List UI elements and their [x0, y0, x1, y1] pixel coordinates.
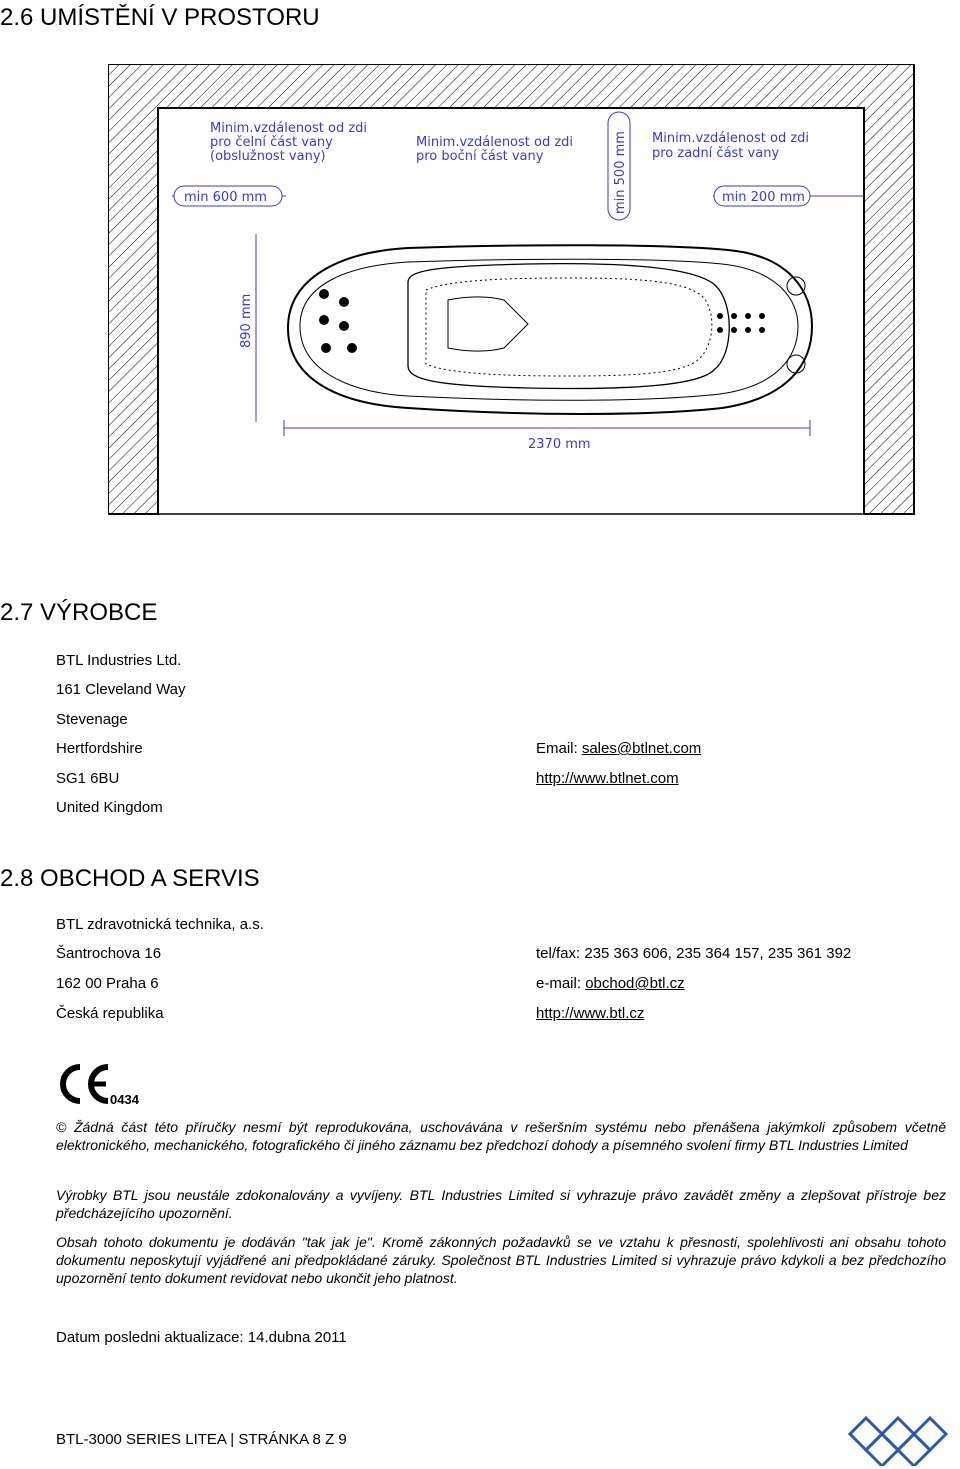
service-company: BTL zdravotnická technika, a.s. — [56, 916, 264, 933]
manufacturer-address-line: SG1 6BU — [56, 770, 120, 787]
service-email-link[interactable]: obchod@btl.cz — [585, 975, 685, 992]
section-heading-service: 2.8 OBCHOD A SERVIS — [0, 865, 260, 892]
label-front-1: Minim.vzdálenost od zdi — [210, 121, 368, 136]
label-min-front: min 600 mm — [184, 190, 267, 205]
label-rear-2: pro zadní část vany — [652, 146, 780, 161]
manufacturer-web-link[interactable]: http://www.btlnet.com — [536, 770, 679, 787]
manufacturer-email-label: Email: — [536, 740, 582, 757]
label-front-2: pro čelní část vany — [210, 135, 333, 150]
bathtub-plan — [288, 245, 812, 414]
label-width: 890 mm — [239, 293, 254, 348]
manufacturer-address-line: United Kingdom — [56, 799, 163, 816]
section-heading-manufacturer: 2.7 VÝROBCE — [0, 599, 158, 626]
service-address-line: Česká republika — [56, 1005, 164, 1022]
ce-mark-icon — [58, 1064, 114, 1104]
manufacturer-email-row — [536, 740, 701, 757]
service-web-link[interactable]: http://www.btl.cz — [536, 1005, 645, 1022]
manufacturer-address-line: BTL Industries Ltd. — [56, 652, 182, 669]
service-address-line: Šantrochova 16 — [56, 945, 162, 962]
improvements-notice: Výrobky BTL jsou neustále zdokonalovány a vyvíjeny. BTL Industries Limited si vyhrazuje právo zavádět změny a zlepšovat přístroje bez předcházejícího upozornění. — [56, 1187, 946, 1221]
label-front-3: (obslužnost vany) — [210, 149, 326, 164]
ce-number: 0434 — [110, 1092, 139, 1107]
last-updated: Datum posledni aktualizace: 14.dubna 2011 — [56, 1329, 347, 1346]
ce-mark — [58, 1064, 114, 1109]
manufacturer-address-line: Stevenage — [56, 711, 128, 728]
service-email-row — [536, 975, 685, 992]
service-telfax: tel/fax: 235 363 606, 235 364 157, 235 361 392 — [536, 945, 852, 962]
btl-logo — [848, 1416, 948, 1466]
disclaimer-notice: Obsah tohoto dokumentu je dodáván "tak jak je". Kromě zákonných požadavků se ve vztahu k přesnosti, spolehlivosti ani obsahu tohoto dokumentu neposkytují vyjádřené ani předpokládané záruky. Společnost BTL Industries Limited si vyhrazuje právo kdykoli a bez předchozího upozornění tento dokument revidovat nebo ukončit jeho platnost. — [56, 1234, 946, 1286]
copyright-notice: © Žádná část této příručky nesmí být reprodukována, uschovávána v rešeršním systému nebo přenášena jakýmkoli způsobem včetně elektronického, mechanického, fotografického či jiného záznamu bez předchozí dohody a písemného svolení firmy BTL Industries Limited — [56, 1119, 946, 1153]
service-address-line: 162 00 Praha 6 — [56, 975, 159, 992]
label-side-1: Minim.vzdálenost od zdi — [416, 135, 574, 150]
label-side-2: pro boční část vany — [416, 149, 544, 164]
room-placement-diagram — [108, 64, 916, 516]
label-length: 2370 mm — [528, 437, 591, 452]
manufacturer-address-line: Hertfordshire — [56, 740, 143, 757]
footer-text: BTL-3000 SERIES LITEA | STRÁNKA 8 Z 9 — [56, 1431, 347, 1448]
manufacturer-email-link[interactable]: sales@btlnet.com — [581, 740, 702, 757]
manufacturer-address-line: 161 Cleveland Way — [56, 681, 186, 698]
service-email-label: e-mail: — [536, 975, 586, 992]
label-rear-1: Minim.vzdálenost od zdi — [652, 131, 810, 146]
section-heading-placement: 2.6 UMÍSTĚNÍ V PROSTORU — [0, 4, 320, 31]
label-min-rear: min 200 mm — [722, 190, 805, 205]
label-min-side: min 500 mm — [613, 131, 628, 214]
